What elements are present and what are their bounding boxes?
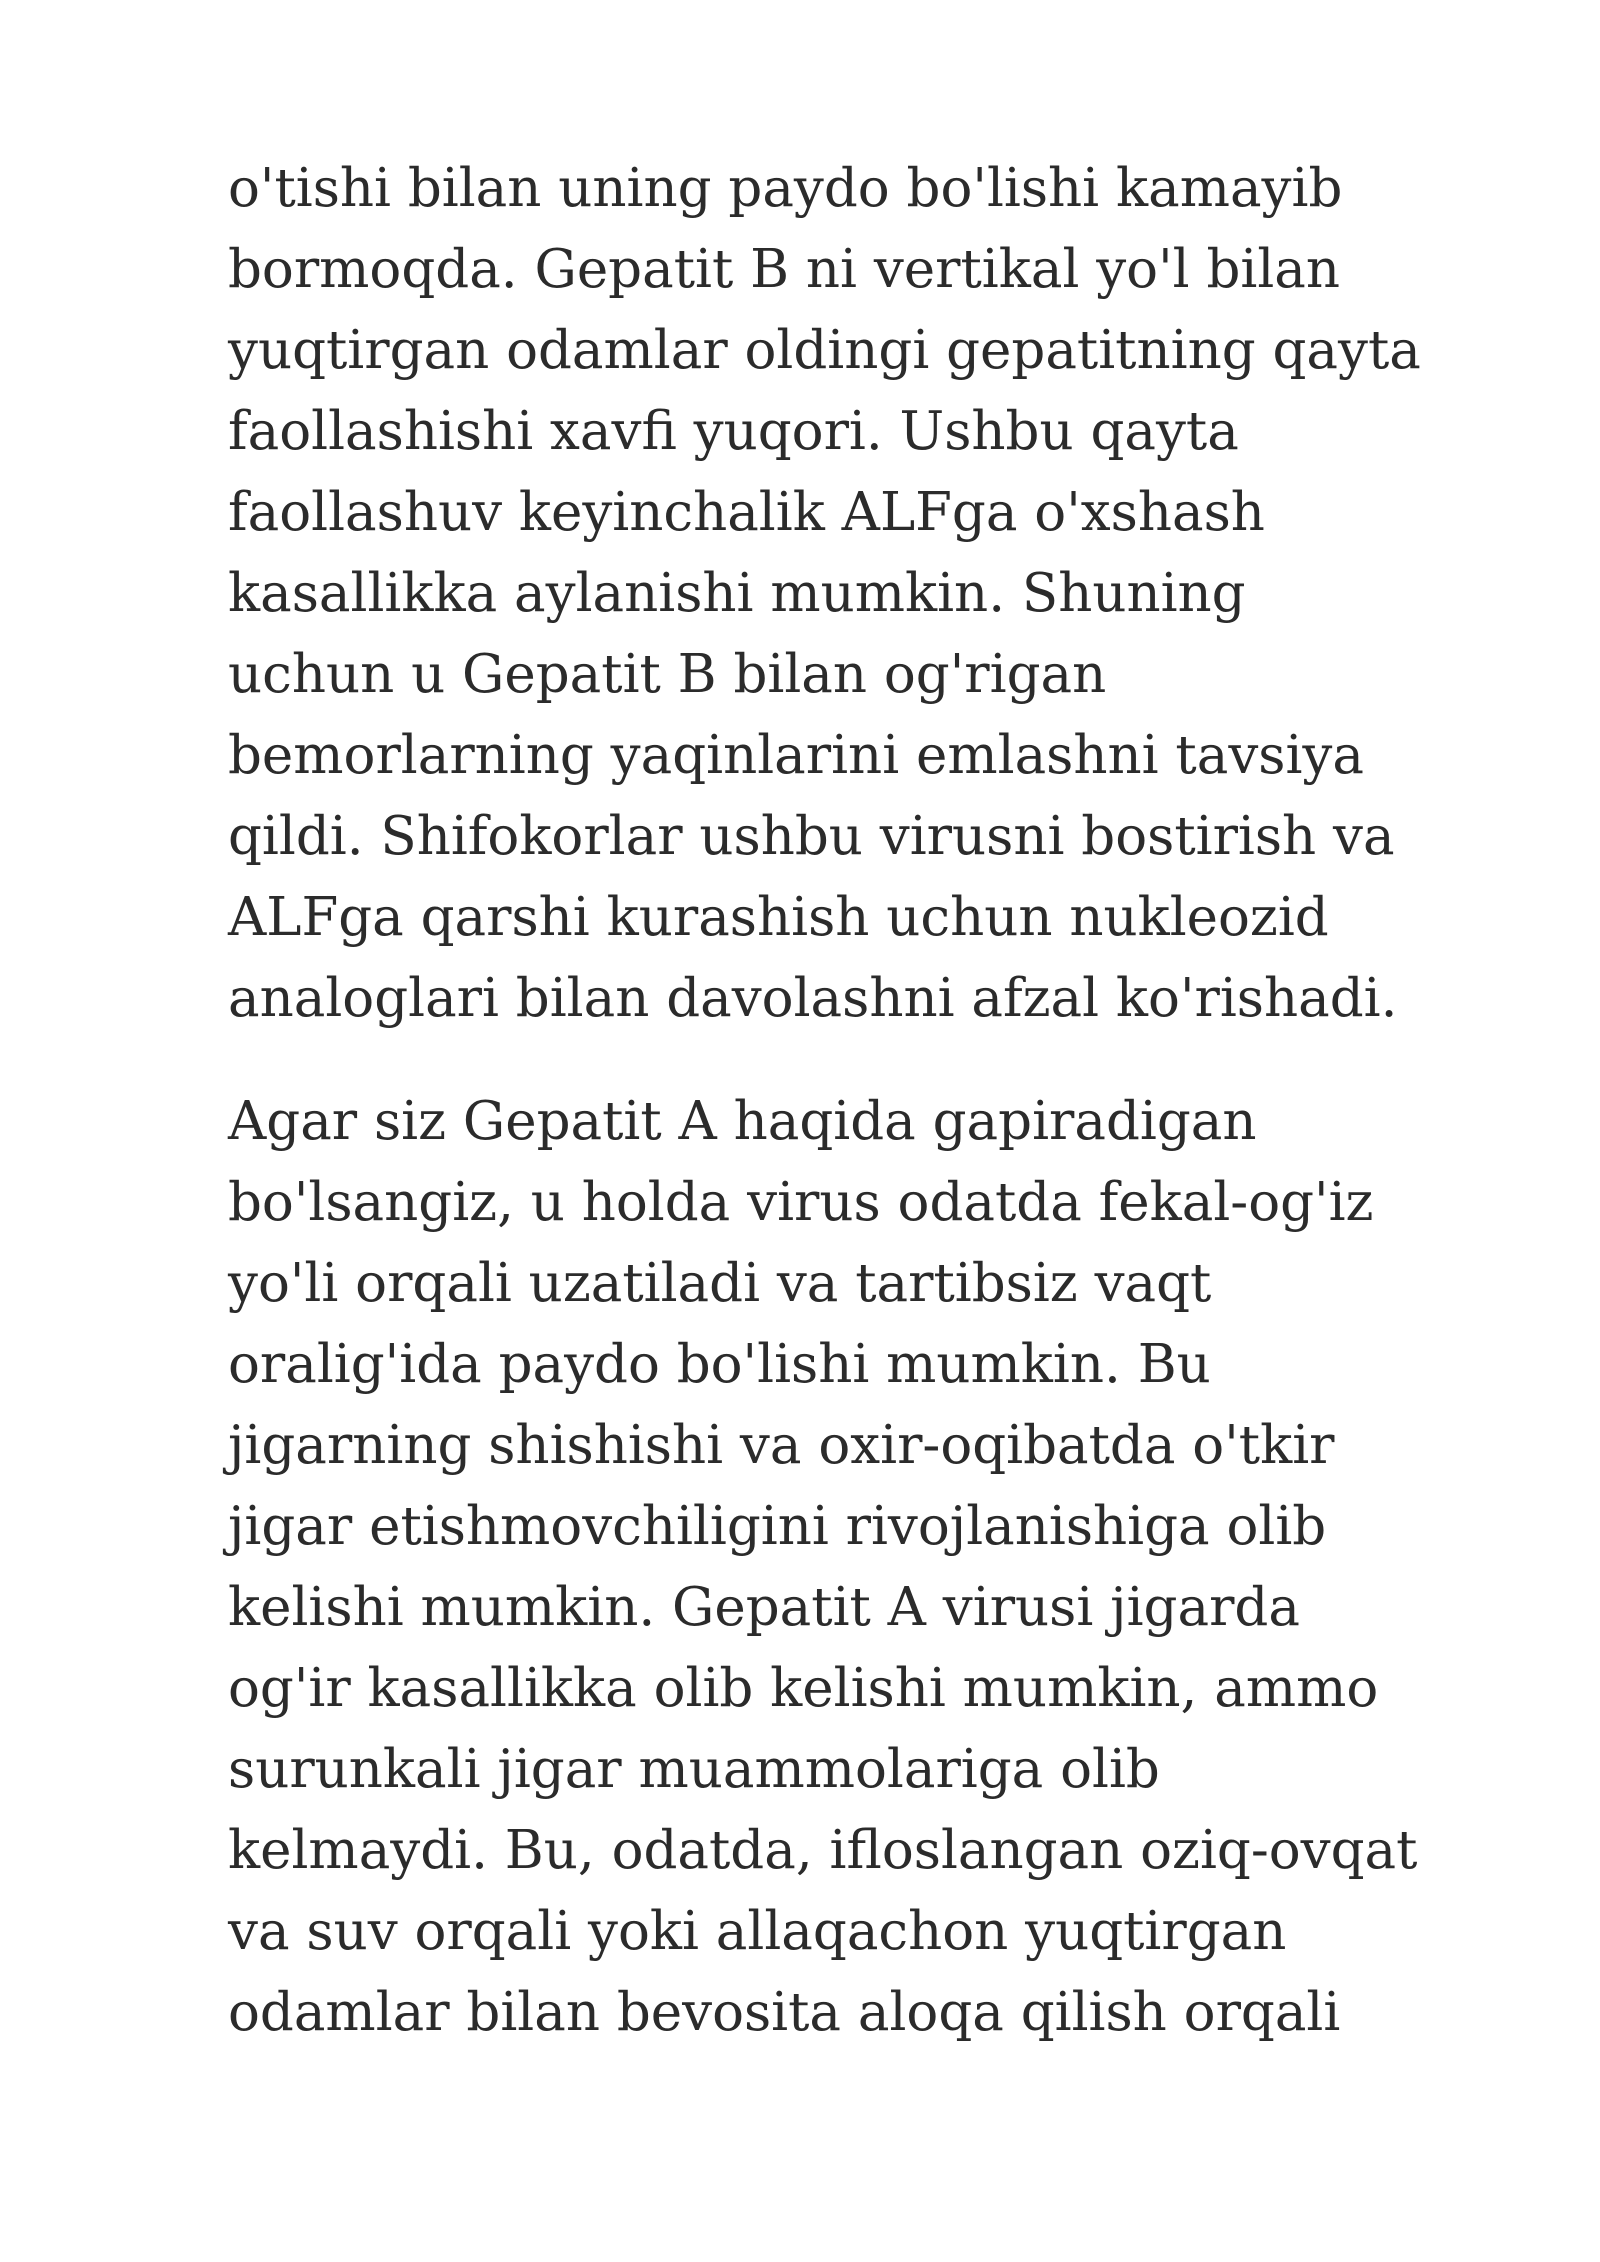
- text-line: qildi. Shifokorlar ushbu virusni bostirish va: [228, 806, 1395, 867]
- text-line: va suv orqali yoki allaqachon yuqtirgan: [228, 1901, 1287, 1962]
- text-line: odamlar bilan bevosita aloqa qilish orqali: [228, 1982, 1341, 2043]
- text-line: bemorlarning yaqinlarini emlashni tavsiya: [228, 725, 1364, 786]
- text-line: o'tishi bilan uning paydo bo'lishi kamayib: [228, 158, 1343, 219]
- text-line: faollashuv keyinchalik ALFga o'xshash: [228, 482, 1265, 543]
- text-line: og'ir kasallikka olib kelishi mumkin, ammo: [228, 1658, 1379, 1719]
- text-line: jigarning shishishi va oxir-oqibatda o'tkir: [228, 1415, 1335, 1476]
- text-line: oralig'ida paydo bo'lishi mumkin. Bu: [228, 1334, 1211, 1395]
- text-line: Agar siz Gepatit A haqida gapiradigan: [228, 1091, 1257, 1152]
- text-line: faollashishi xavfi yuqori. Ushbu qayta: [228, 401, 1239, 462]
- text-line: kelishi mumkin. Gepatit A virusi jigarda: [228, 1577, 1300, 1638]
- text-line: ALFga qarshi kurashish uchun nukleozid: [228, 887, 1329, 948]
- text-line: jigar etishmovchiligini rivojlanishiga olib: [228, 1496, 1327, 1557]
- text-line: analoglari bilan davolashni afzal ko'rishadi.: [228, 968, 1398, 1029]
- text-line: kelmaydi. Bu, odatda, ifloslangan oziq-ovqat: [228, 1820, 1418, 1881]
- paragraph-hepatitis-b: [228, 148, 1528, 1039]
- document-page: [228, 148, 1528, 2053]
- paragraph-hepatitis-a: [228, 1081, 1528, 2053]
- text-line: uchun u Gepatit B bilan og'rigan: [228, 644, 1107, 705]
- text-line: surunkali jigar muammolariga olib: [228, 1739, 1160, 1800]
- text-line: yuqtirgan odamlar oldingi gepatitning qayta: [228, 320, 1421, 381]
- text-line: yo'li orqali uzatiladi va tartibsiz vaqt: [228, 1253, 1212, 1314]
- text-line: kasallikka aylanishi mumkin. Shuning: [228, 563, 1246, 624]
- text-line: bormoqda. Gepatit B ni vertikal yo'l bilan: [228, 239, 1341, 300]
- text-line: bo'lsangiz, u holda virus odatda fekal-og'iz: [228, 1172, 1374, 1233]
